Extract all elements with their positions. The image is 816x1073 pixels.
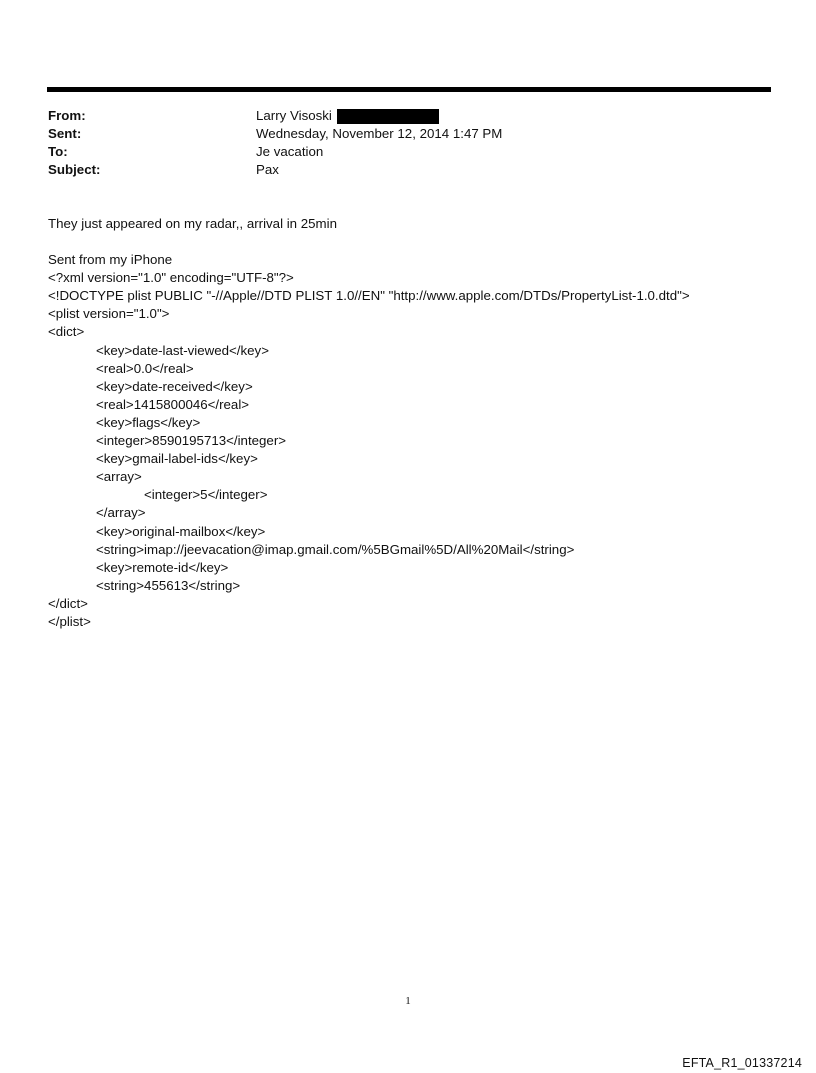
to-label: To: [48, 144, 68, 159]
email-header [48, 107, 768, 179]
top-rule [47, 87, 771, 92]
plist-line: </plist> [48, 613, 91, 629]
plist-line: <key>flags</key> [96, 414, 201, 430]
from-row [48, 107, 768, 125]
plist-line: <key>date-received</key> [96, 378, 253, 394]
from-value [256, 107, 439, 125]
plist-line: <real>0.0</real> [96, 360, 194, 376]
bates-number: EFTA_R1_01337214 [682, 1056, 802, 1070]
to-row [48, 143, 768, 161]
sender-name: Larry Visoski [256, 108, 332, 123]
redaction-box [337, 109, 439, 124]
to-value: Je vacation [256, 144, 324, 159]
subject-row [48, 161, 768, 179]
plist-line: <key>date-last-viewed</key> [96, 342, 269, 358]
email-body [48, 215, 788, 631]
plist-line: <string>455613</string> [96, 577, 241, 593]
page-number: 1 [405, 995, 411, 1007]
plist-line: </dict> [48, 595, 88, 611]
plist-line: </array> [96, 505, 146, 521]
plist-line: <array> [96, 469, 142, 485]
subject-label: Subject: [48, 162, 101, 177]
plist-line: <dict> [48, 324, 85, 340]
subject-value: Pax [256, 162, 279, 177]
sent-row [48, 125, 768, 143]
message-text: They just appeared on my radar,, arrival in 25min [48, 216, 337, 231]
sent-label: Sent: [48, 126, 82, 141]
paragraph-gap [48, 233, 788, 251]
sent-value: Wednesday, November 12, 2014 1:47 PM [256, 126, 503, 141]
plist-line: <key>remote-id</key> [96, 559, 229, 575]
plist-line: <real>1415800046</real> [96, 396, 250, 412]
plist-line: <key>original-mailbox</key> [96, 523, 266, 539]
plist-line: <integer>5</integer> [144, 487, 268, 503]
plist-line: <plist version="1.0"> [48, 306, 170, 322]
from-label: From: [48, 108, 86, 123]
plist-line: <?xml version="1.0" encoding="UTF-8"?> [48, 270, 294, 286]
signature-text: Sent from my iPhone [48, 252, 173, 268]
plist-line: <!DOCTYPE plist PUBLIC "-//Apple//DTD PLIST 1.0//EN" "http://www.apple.com/DTDs/PropertyList-1.0.dtd"> [48, 288, 690, 304]
plist-line: <integer>8590195713</integer> [96, 433, 287, 449]
plist-line: <key>gmail-label-ids</key> [96, 451, 258, 467]
plist-line: <string>imap://jeevacation@imap.gmail.com/%5BGmail%5D/All%20Mail</string> [96, 541, 575, 557]
